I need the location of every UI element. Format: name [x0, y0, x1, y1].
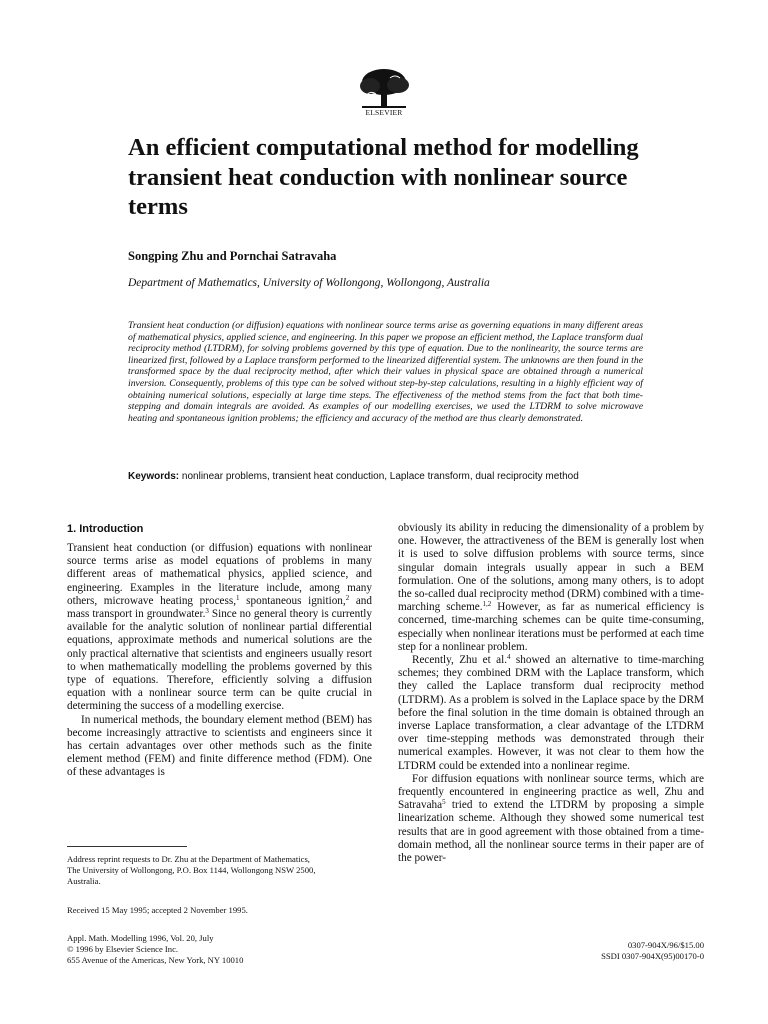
text-run: However, as far as numerical efficiency is concerned, time-marching schemes can be quite time-consuming, especially when nonlinear iterations must be performed at each time step for a nonlinear problem.	[398, 601, 704, 653]
citation-ref: 4	[507, 653, 511, 662]
keywords-list: nonlinear problems, transient heat conduction, Laplace transform, dual reciprocity method	[181, 471, 579, 482]
citation-ref: 5	[442, 798, 446, 807]
affiliation: Department of Mathematics, University of Wollongong, Wollongong, Australia	[128, 277, 490, 289]
text-run: and mass transport in groundwater.	[67, 594, 372, 621]
text-run: Recently, Zhu et al.	[412, 654, 507, 667]
footnote-line: Australia.	[67, 876, 101, 886]
paragraph	[398, 522, 704, 654]
paragraph: In numerical methods, the boundary element method (BEM) has become increasingly attractive to scientists and engineers since it has certain advantages over other methods such as the finite element method (FEM) and finite difference method (FDM). One of these advantages is	[67, 713, 372, 779]
keywords	[128, 471, 579, 482]
section-heading-introduction: 1. Introduction	[67, 523, 144, 535]
text-run: tried to extend the LTDRM by proposing a simple linearization scheme. Although they showed some numerical test results that are in good agreement with those obtained from a time-domain method, all the nonlinear source terms in their paper are of the power-	[398, 799, 704, 865]
paragraph	[67, 542, 372, 714]
paper-title: An efficient computational method for modelling transient heat conduction with nonlinear source terms	[128, 134, 639, 220]
text-run: spontaneous ignition,	[239, 594, 346, 607]
citation-ref: 2	[345, 593, 350, 602]
citation-ref: 1,2	[482, 600, 492, 609]
right-column	[398, 522, 704, 865]
footnote	[67, 854, 372, 887]
abstract: Transient heat conduction (or diffusion) equations with nonlinear source terms arise as governing equations in many different areas of mathematical physics, applied science, and engineering. In this paper we propose an efficient method, the Laplace transform dual reciprocity method (LTDRM), for solving problems governed by this type of equation. Due to the nonlinearity, the source terms are linearized first, followed by a Laplace transform performed to the linearized differential system. The unknowns are then found in the transformed space by the dual reciprocity method, after which their values in physical space are obtained through a numerical inversion. Consequently, problems of this type can be solved without step-by-step calculations, resulting in a highly efficient way of obtaining numerical solutions, especially at large time steps. The effectiveness of the method stems from the fact that both time-stepping and domain integrals are avoided. As examples of our modelling exercises, we used the LTDRM to solve microwave heating and spontaneous ignition problems; the efficiency and accuracy of the method are thus clearly demonstrated.	[128, 320, 643, 424]
footnote-line: The University of Wollongong, P.O. Box 1144, Wollongong NSW 2500,	[67, 865, 316, 875]
footnote-line: Address reprint requests to Dr. Zhu at the Department of Mathematics,	[67, 854, 310, 864]
publisher-address: 655 Avenue of the Americas, New York, NY 10010	[67, 955, 244, 965]
keywords-label: Keywords:	[128, 471, 180, 482]
copyright: © 1996 by Elsevier Science Inc.	[67, 944, 179, 954]
journal-info	[67, 933, 243, 966]
paragraph	[398, 773, 704, 865]
ssdi-code: SSDI 0307-904X(95)00170-0	[601, 951, 704, 961]
text-run: Since no general theory is currently available for the analytic solution of nonlinear partial differential equations, approximate methods and numerical solutions are the only practical alternative that scientists and engineers usually resort to when mathematically modelling the problems governed by this type of equations. Therefore, efficiently solving a diffusion equation with a nonlinear source term can be quite crucial in determining the success of a modelling exercise.	[67, 608, 373, 713]
journal-citation: Appl. Math. Modelling 1996, Vol. 20, July	[67, 933, 214, 943]
citation-ref: 1	[236, 593, 240, 602]
text-run: showed an alternative to time-marching schemes; they combined DRM with the Laplace transform, which they called the Laplace transform dual reciprocity method (LTDRM). As a problem is solved in the Laplace space by the DRM before the final solution in the time domain is obtained through an inverse Laplace transformation, a clear advantage of the LTDRM over time-stepping methods was demonstrated through their numerical examples. However, it was not clear to them how the LTDRM could be extended into a nonlinear regime.	[398, 654, 704, 772]
authors: Songping Zhu and Pornchai Satravaha	[128, 249, 337, 263]
citation-ref: 3	[205, 607, 209, 616]
publisher-name: ELSEVIER	[365, 108, 403, 117]
received-date: Received 15 May 1995; accepted 2 November 1995.	[67, 905, 248, 915]
text-run: Transient heat conduction (or diffusion) equations with nonlinear source terms arise as model equations of problems in many different areas of mathematical physics, applied science, and engineering. Examples in the literature include, among many others, microwave heating process,	[67, 542, 372, 607]
article-codes	[560, 940, 704, 962]
left-column	[67, 542, 372, 780]
text-run: obviously its ability in reducing the dimensionality of a problem by one. However, the attractiveness of the BEM is generally lost when it is used to solve diffusion problems with source terms, since singular domain integrals usually appear in such a BEM formulation. One of the solutions, among many others, is to adopt the so-called dual reciprocity method (DRM) combined with a time-marching scheme.	[398, 522, 705, 614]
text-run: For diffusion equations with nonlinear source terms, which are frequently encountered in engineering practice as well, Zhu and Satravaha	[398, 772, 704, 812]
issn-code: 0307-904X/96/$15.00	[627, 940, 704, 950]
paragraph	[398, 654, 704, 773]
footnote-divider	[67, 846, 187, 847]
